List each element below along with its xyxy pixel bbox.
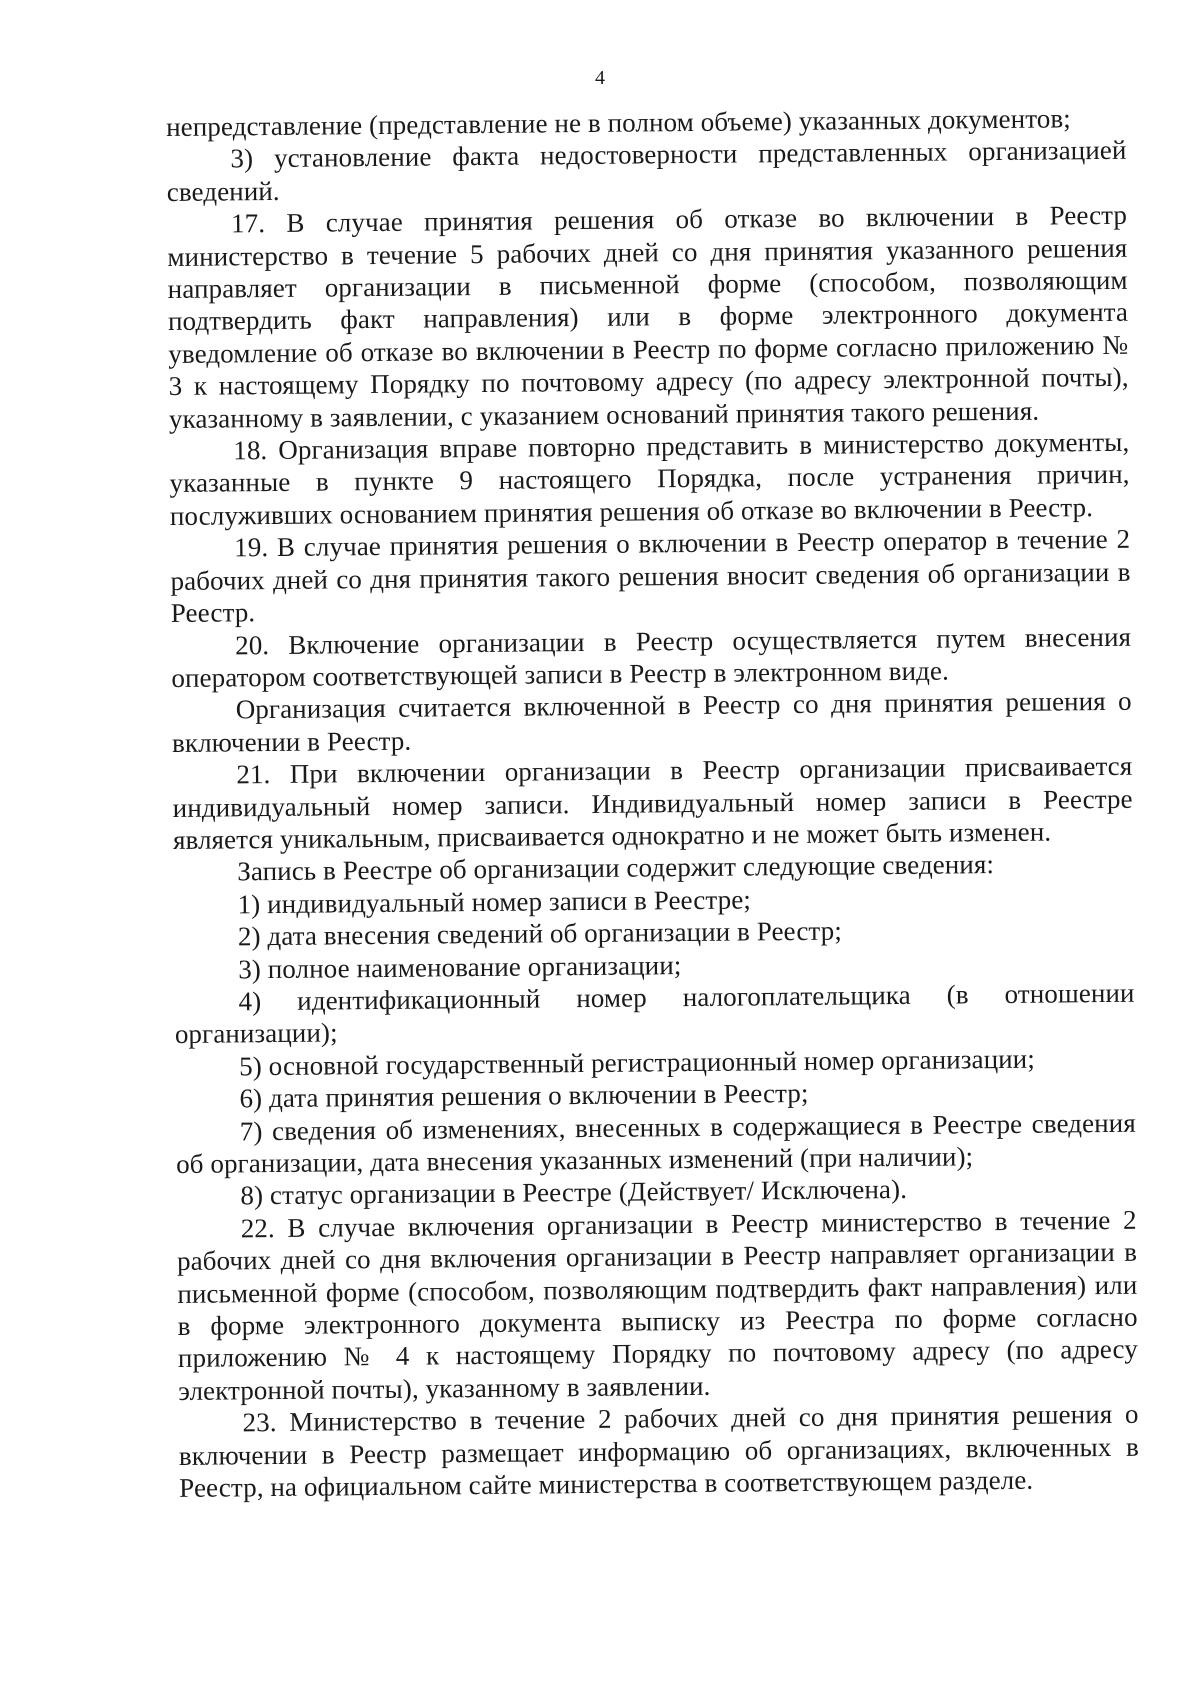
paragraph: Организация считается включенной в Реестр со дня принятия решения о включении в Реестр. xyxy=(171,686,1132,758)
page-number: 4 xyxy=(595,67,605,89)
list-item: 1) индивидуальный номер записи в Реестре; xyxy=(237,884,752,920)
paragraph: 18. Организация вправе повторно представить в министерство документы, указанные в пункте 9 настоящего Порядка, после устранения причин, послуживших основанием принятия решения об отказе во включении в Реестр. xyxy=(169,426,1130,531)
list-item: 7) сведения об изменениях, внесенных в содержащиеся в Реестре сведения об организации, дата внесения указанных изменений (при наличии); xyxy=(175,1107,1136,1179)
paragraph: 21. При включении организации в Реестр организации присваивается индивидуальный номер записи. Индивидуальный номер записи в Реестре является уникальным, присваивается однократно и не может быть изменен. xyxy=(172,750,1133,855)
list-item: 4) идентификационный номер налогоплательщика (в отношении организации); xyxy=(174,977,1135,1050)
paragraph: непредставление (представление не в полном объеме) указанных документов; xyxy=(166,103,1071,142)
document-body xyxy=(166,102,1139,1505)
paragraph: Запись в Реестре об организации содержит следующие сведения: xyxy=(237,849,995,887)
list-item: 5) основной государственный регистрационный номер организации; xyxy=(239,1043,1035,1082)
list-item: 3) полное наименование организации; xyxy=(238,949,682,984)
list-item: 8) статус организации в Реестре (Действует/ Исключена). xyxy=(240,1174,908,1211)
paragraph: 23. Министерство в течение 2 рабочих дней со дня принятия решения о включении в Реестр размещает информацию об организациях, включенных в Реестр, на официальном сайте министерства в соответствующем разделе. xyxy=(178,1398,1140,1503)
paragraph: 22. В случае включения организации в Реестр министерство в течение 2 рабочих дней со дня включения организации в Реестр направляет организации в письменной форме (способом, позволяющим подтвердить факт направления) или в форме электронного документа выписку из Реестра по форме согласно приложению № 4 к настоящему Порядку по почтовому адресу (по адресу электронной почты), указанному в заявлении. xyxy=(176,1204,1139,1406)
list-item: 6) дата принятия решения о включении в Реестр; xyxy=(239,1078,809,1114)
paragraph: 19. В случае принятия решения о включении в Реестр оператор в течение 2 рабочих дней со дня принятия такого решения вносит сведения об организации в Реестр. xyxy=(170,524,1131,629)
paragraph: 3) установление факта недостоверности представленных организацией сведений. xyxy=(166,135,1127,207)
paragraph: 17. В случае принятия решения об отказе во включении в Реестр министерство в течение 5 рабочих дней со дня принятия указанного решения направляет организации в письменной форме (способом, позволяющим подтвердить факт направления) или в форме электронного документа уведомление об отказе во включении в Реестр по форме согласно приложению № 3 к настоящему Порядку по почтовому адресу (по адресу электронной почты), указанному в заявлении, с указанием оснований принятия такого решения. xyxy=(167,199,1129,434)
list-item: 2) дата внесения сведений об организации в Реестр; xyxy=(237,915,843,952)
paragraph: 20. Включение организации в Реестр осуществляется путем внесения оператором соответствующей записи в Реестр в электронном виде. xyxy=(171,621,1132,693)
